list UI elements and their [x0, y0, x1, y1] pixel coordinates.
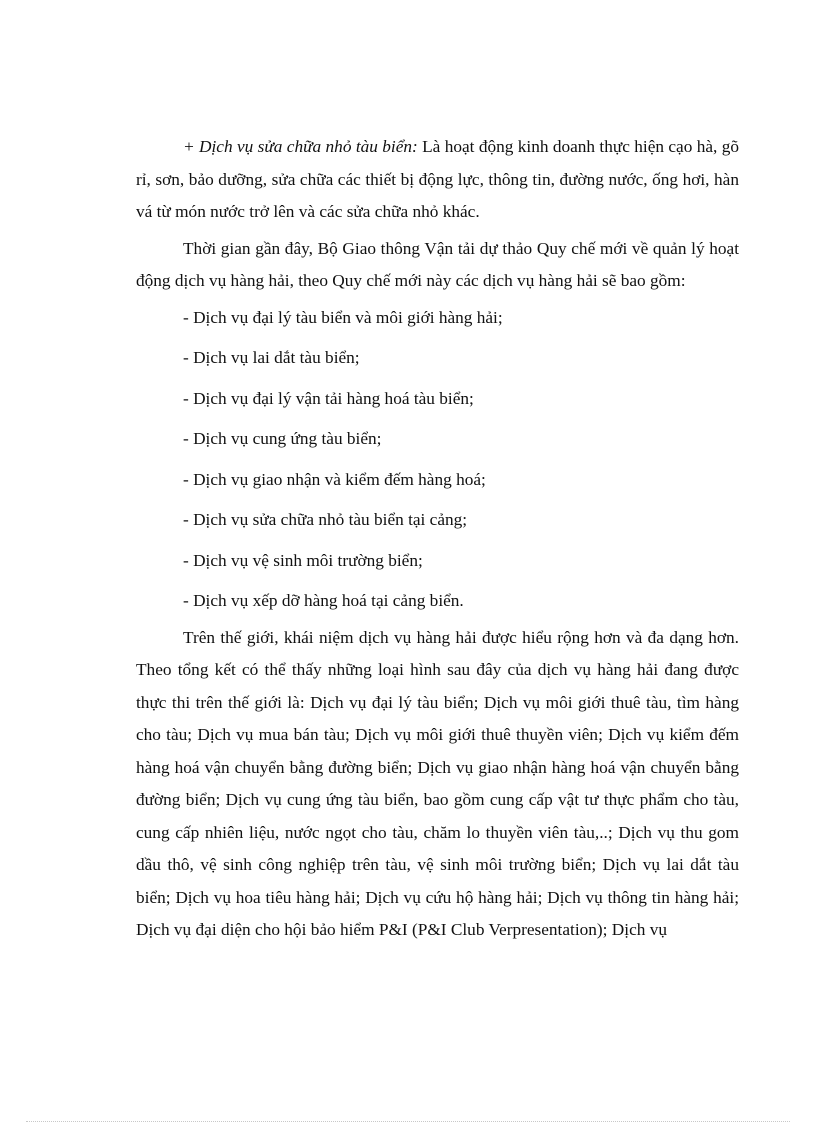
list-item: - Dịch vụ vệ sinh môi trường biển;: [183, 550, 423, 570]
paragraph-repair-service: [136, 131, 739, 229]
document-body: [136, 131, 739, 947]
list-item: - Dịch vụ xếp dỡ hàng hoá tại cảng biển.: [183, 591, 464, 610]
paragraph-lead-italic: + Dịch vụ sửa chữa nhỏ tàu biển:: [183, 137, 418, 156]
list-item: - Dịch vụ cung ứng tàu biển;: [183, 429, 382, 448]
list-item: - Dịch vụ lai dắt tàu biển;: [183, 348, 360, 367]
list-item: - Dịch vụ đại lý tàu biển và môi giới hàng hải;: [183, 307, 503, 327]
paragraph-draft-regulation: Thời gian gần đây, Bộ Giao thông Vận tải dự thảo Quy chế mới về quản lý hoạt động dịch vụ hàng hải, theo Quy chế mới này các dịch vụ hàng hải sẽ bao gồm:: [136, 238, 739, 290]
list-item: - Dịch vụ sửa chữa nhỏ tàu biển tại cảng;: [183, 510, 468, 529]
paragraph-body-text: Là hoạt động kinh doanh thực hiện cạo hà, gõ rỉ, sơn, bảo dưỡng, sửa chữa các thiết bị động lực, thông tin, đường nước, ống hơi, hàn vá từ món nước trở lên và các sửa chữa nhỏ khác.: [136, 137, 739, 221]
page-bottom-divider: [26, 1121, 790, 1122]
services-list: [136, 302, 739, 618]
list-item: - Dịch vụ đại lý vận tải hàng hoá tàu biển;: [183, 388, 474, 408]
paragraph-world-services: Trên thế giới, khái niệm dịch vụ hàng hải được hiểu rộng hơn và đa dạng hơn. Theo tổng kết có thể thấy những loại hình sau đây của dịch vụ hàng hải đang được thực thi trên thế giới là: Dịch vụ đại lý tàu biển; Dịch vụ môi giới thuê tàu, tìm hàng cho tàu; Dịch vụ mua bán tàu; Dịch vụ môi giới thuê thuyền viên; Dịch vụ kiểm đếm hàng hoá vận chuyển bằng đường biển; Dịch vụ giao nhận hàng hoá vận chuyển bằng đường biển; Dịch vụ cung ứng tàu biển, bao gồm cung cấp vật tư thực phẩm cho tàu, cung cấp nhiên liệu, nước ngọt cho tàu, chăm lo thuyền viên tàu,..; Dịch vụ thu gom dầu thô, vệ sinh công nghiệp trên tàu, vệ sinh môi trường biển; Dịch vụ lai dắt tàu biển; Dịch vụ hoa tiêu hàng hải; Dịch vụ cứu hộ hàng hải; Dịch vụ thông tin hàng hải; Dịch vụ đại diện cho hội bảo hiểm P&I (P&I Club Verpresentation); Dịch vụ: [136, 627, 739, 939]
list-item: - Dịch vụ giao nhận và kiểm đếm hàng hoá;: [183, 469, 486, 489]
